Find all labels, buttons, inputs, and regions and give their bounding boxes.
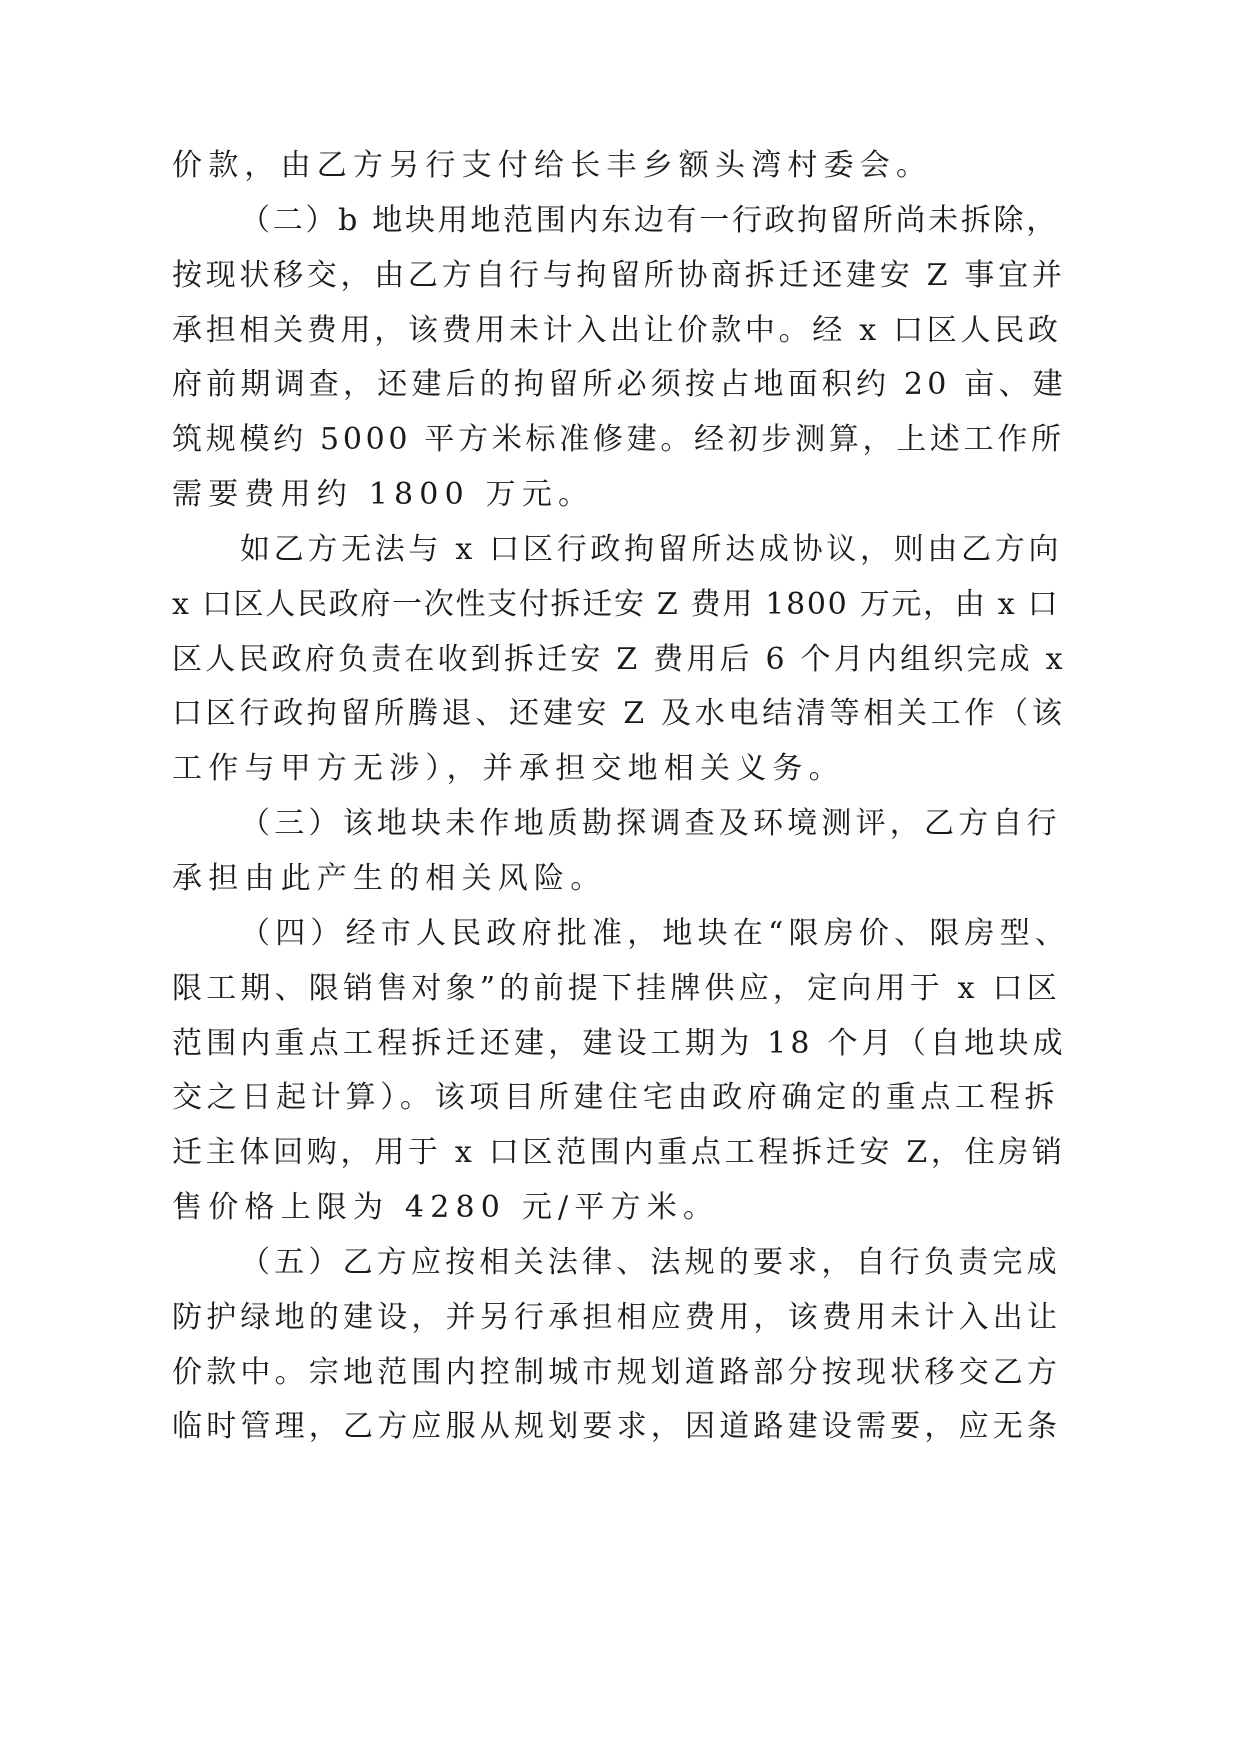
text-line: 如乙方无法与 x 口区行政拘留所达成协议，则由乙方向 xyxy=(240,532,1063,567)
text-line: 承担相关费用，该费用未计入出让价款中。经 x 口区人民政 xyxy=(172,313,1062,348)
text-line: 限工期、限销售对象”的前提下挂牌供应，定向用于 x 口区 xyxy=(172,971,1061,1006)
text-line: （五）乙方应按相关法律、法规的要求，自行负责完成 xyxy=(240,1245,1061,1280)
text-line: （四）经市人民政府批准，地块在“限房价、限房型、 xyxy=(240,916,1071,951)
text-line: 范围内重点工程拆迁还建，建设工期为 18 个月（自地块成 xyxy=(172,1026,1067,1061)
text-line: 售价格上限为 4280 元/平方米。 xyxy=(172,1190,720,1225)
text-line: 区人民政府负责在收到拆迁安 Z 费用后 6 个月内组织完成 x xyxy=(172,642,1066,677)
text-line: 口区行政拘留所腾退、还建安 Z 及水电结清等相关工作（该 xyxy=(172,696,1066,731)
text-line: 需要费用约 1800 万元。 xyxy=(172,477,595,512)
text-line: 工作与甲方无涉），并承担交地相关义务。 xyxy=(172,751,845,786)
text-line: 防护绿地的建设，并另行承担相应费用，该费用未计入出让 xyxy=(172,1300,1062,1335)
text-line: （三）该地块未作地质勘探调查及环境测评，乙方自行 xyxy=(240,806,1061,841)
text-line: 临时管理，乙方应服从规划要求，因道路建设需要，应无条 xyxy=(172,1409,1062,1444)
text-line: 承担由此产生的相关风险。 xyxy=(172,861,607,896)
text-line: 筑规模约 5000 平方米标准修建。经初步测算，上述工作所 xyxy=(172,422,1065,457)
text-line: 府前期调查，还建后的拘留所必须按占地面积约 20 亩、建 xyxy=(172,367,1067,402)
text-line: 价款，由乙方另行支付给长丰乡额头湾村委会。 xyxy=(172,148,933,183)
text-line: 交之日起计算）。该项目所建住宅由政府确定的重点工程拆 xyxy=(172,1080,1060,1115)
text-line: x 口区人民政府一次性支付拆迁安 Z 费用 1800 万元，由 x 口 xyxy=(172,587,1060,622)
text-line: 价款中。宗地范围内控制城市规划道路部分按现状移交乙方 xyxy=(172,1355,1062,1390)
text-line: 按现状移交，由乙方自行与拘留所协商拆迁还建安 Z 事宜并 xyxy=(172,258,1066,293)
text-line: 迁主体回购，用于 x 口区范围内重点工程拆迁安 Z，住房销 xyxy=(172,1135,1066,1170)
text-line: （二）b 地块用地范围内东边有一行政拘留所尚未拆除， xyxy=(240,203,1059,238)
